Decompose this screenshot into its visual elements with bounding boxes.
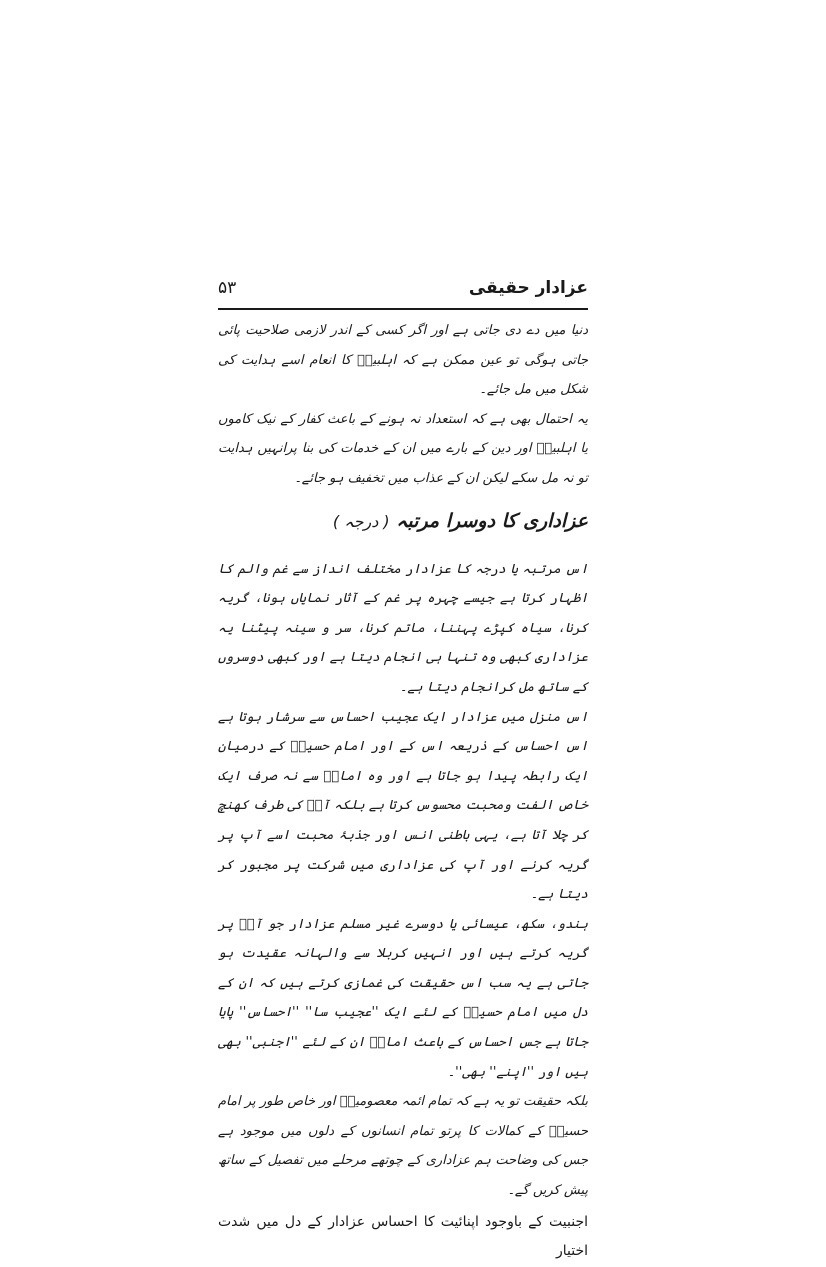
running-header: [218, 272, 588, 306]
paragraph-5: ہندو، سکھ، عیسائی یا دوسرے غیر مسلم عزادار جو آپؑ پر گریہ کرتے ہیں اور انہیں کربلا سے والہانہ عقیدت ہو جاتی ہے یہ سب اس حقیقت کی غمازی کرتے ہیں کہ ان کے دل میں امام حسینؑ کے لئے ایک ''عجیب سا'' ''احساس'' پایا جاتا ہے جس احساس کے باعث امامؑ ان کے لئے ''اجنبی'' بھی ہیں اور ''اپنے'' بھی''۔: [218, 916, 588, 1080]
section-heading: [218, 504, 588, 539]
book-title: عزادار حقیقی: [468, 278, 588, 298]
paragraph-3: اس مرتبہ یا درجہ کا عزادار مختلف انداز سے غم والم کا اظہار کرتا ہے جیسے چہرہ پر غم کے آثار نمایاں ہونا، گریہ کرنا، سیاہ کپڑے پہننا، ماتم کرنا، سر و سینہ پیٹنا یہ عزاداری کبھی وہ تنہا ہی انجام دیتا ہے اور کبھی دوسروں کے ساتھ مل کرانجام دیتا ہے۔: [218, 561, 588, 695]
paragraph-2: یہ احتمال بھی ہے کہ استعداد نہ ہونے کے باعث کفار کے نیک کاموں یا اہلبیتؑ اور دین کے بارے میں ان کے خدمات کی بنا پرانہیں ہدایت تو نہ مل سکے لیکن ان کے عذاب میں تخفیف ہو جائے۔: [218, 411, 588, 486]
paragraph-1: دنیا میں دے دی جاتی ہے اور اگر کسی کے اندر لازمی صلاحیت پائی جاتی ہوگی تو عین ممکن ہے کہ اہلبیتؑ کا انعام اسے ہدایت کی شکل میں مل جائے۔: [218, 323, 588, 398]
paragraph-4: اس منزل میں عزادار ایک عجیب احساس سے سرشار ہوتا ہے اس احساس کے ذریعہ اس کے اور امام حسینؑ کے درمیان ایک رابطہ پیدا ہو جاتا ہے اور وہ امامؑ سے نہ صرف ایک خاص الفت ومحبت محسوس کرتا ہے بلکہ آپؑ کی طرف کھنچ کر چلا آتا ہے، یہی باطنی انس اور جذبۂ محبت اسے آپ پر گریہ کرنے اور آپ کی عزاداری میں شرکت پر مجبور کر دیتا ہے۔: [218, 709, 588, 903]
header-rule: [218, 308, 588, 310]
page-number: ۵۳: [218, 278, 237, 298]
section-heading-main: عزاداری کا دوسرا مرتبہ: [396, 509, 588, 532]
paragraph-6: بلکہ حقیقت تو یہ ہے کہ تمام ائمہ معصومینؑ اور خاص طور پر امام حسینؑ کے کمالات کا پرتو تمام انسانوں کے دلوں میں موجود ہے جس کی وضاحت ہم عزاداری کے چوتھے مرحلے میں تفصیل کے ساتھ پیش کریں گے۔: [218, 1094, 588, 1199]
body-text: [218, 316, 588, 1267]
section-heading-paren: ( درجہ ): [332, 511, 390, 531]
paragraph-7: اجنبیت کے باوجود اپنائیت کا احساس عزادار کے دل میں شدت اختیار: [218, 1213, 588, 1260]
